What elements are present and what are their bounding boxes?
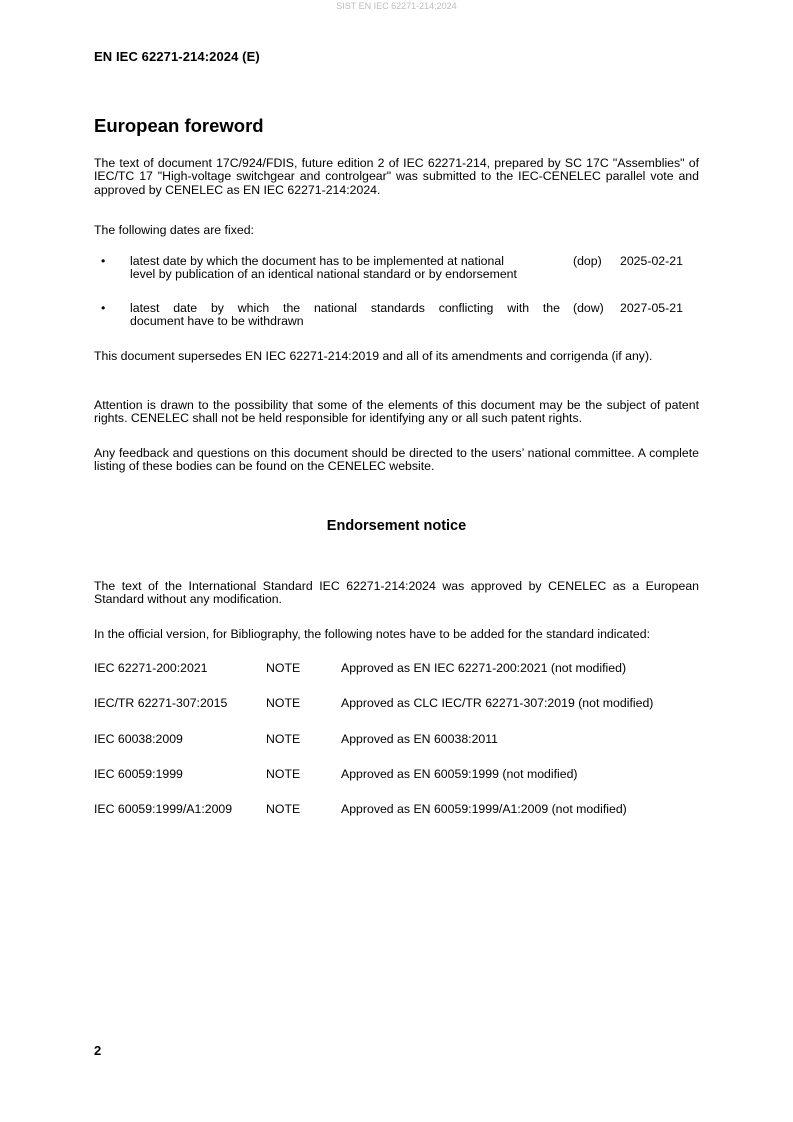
note-keyword: NOTE xyxy=(266,802,301,816)
date-value-dow: 2027-05-21 xyxy=(620,301,683,315)
bullet: • xyxy=(101,254,106,268)
date-item-line-2: level by publication of an identical national standard or by endorsement xyxy=(130,267,517,282)
foreword-paragraph-1: The text of document 17C/924/FDIS, future edition 2 of IEC 62271-214, prepared by SC 17C "Assemblies" of IEC/TC 17 "High-voltage switchgear and controlgear" was submitted to the IEC-CENELEC parallel vote and approved by CENELEC as EN IEC 62271-214:2024. xyxy=(94,156,699,197)
note-standard-ref: IEC 60059:1999/A1:2009 xyxy=(94,802,233,816)
note-text: Approved as EN IEC 62271-200:2021 (not modified) xyxy=(341,661,627,675)
date-item-text xyxy=(130,255,560,282)
foreword-paragraph-3: This document supersedes EN IEC 62271-214:2019 and all of its amendments and corrigenda (if any). xyxy=(94,349,653,363)
note-standard-ref: IEC/TR 62271-307:2015 xyxy=(94,696,228,710)
note-text: Approved as EN 60059:1999 (not modified) xyxy=(341,767,578,781)
note-text: Approved as EN 60038:2011 xyxy=(341,732,499,746)
foreword-paragraph-4: Attention is drawn to the possibility that some of the elements of this document may be the subject of patent rights. CENELEC shall not be held responsible for identifying any or all such patent rights. xyxy=(94,398,699,426)
foreword-paragraph-2: The following dates are fixed: xyxy=(94,223,254,237)
note-keyword: NOTE xyxy=(266,696,301,710)
endorsement-title: Endorsement notice xyxy=(326,518,467,534)
note-standard-ref: IEC 62271-200:2021 xyxy=(94,661,208,675)
note-standard-ref: IEC 60038:2009 xyxy=(94,732,183,746)
date-code-dop: (dop) xyxy=(573,254,602,268)
date-item-line-1: latest date by which the document has to be implemented at national xyxy=(130,254,504,268)
bullet: • xyxy=(101,301,106,315)
foreword-paragraph-5: Any feedback and questions on this document should be directed to the users’ national committee. A complete listing of these bodies can be found on the CENELEC website. xyxy=(94,446,699,474)
date-item-line-1: latest date by which the national standards conflicting with the xyxy=(130,301,560,315)
note-keyword: NOTE xyxy=(266,732,301,746)
note-standard-ref: IEC 60059:1999 xyxy=(94,767,183,781)
date-item-line-2: document have to be withdrawn xyxy=(130,314,304,329)
watermark: SIST EN IEC 62271-214:2024 xyxy=(336,1,457,11)
note-keyword: NOTE xyxy=(266,767,301,781)
date-value-dop: 2025-02-21 xyxy=(620,254,683,268)
date-item-text xyxy=(130,302,560,329)
foreword-title: European foreword xyxy=(94,115,264,136)
note-text: Approved as EN 60059:1999/A1:2009 (not modified) xyxy=(341,802,627,816)
endorsement-paragraph-2: In the official version, for Bibliography, the following notes have to be added for the standard indicated: xyxy=(94,627,650,641)
note-keyword: NOTE xyxy=(266,661,301,675)
document-id-header: EN IEC 62271-214:2024 (E) xyxy=(94,49,260,64)
note-text: Approved as CLC IEC/TR 62271-307:2019 (not modified) xyxy=(341,696,654,710)
endorsement-paragraph-1: The text of the International Standard IEC 62271-214:2024 was approved by CENELEC as a European Standard without any modification. xyxy=(94,579,699,607)
date-code-dow: (dow) xyxy=(573,301,604,315)
page-number: 2 xyxy=(94,1043,102,1058)
